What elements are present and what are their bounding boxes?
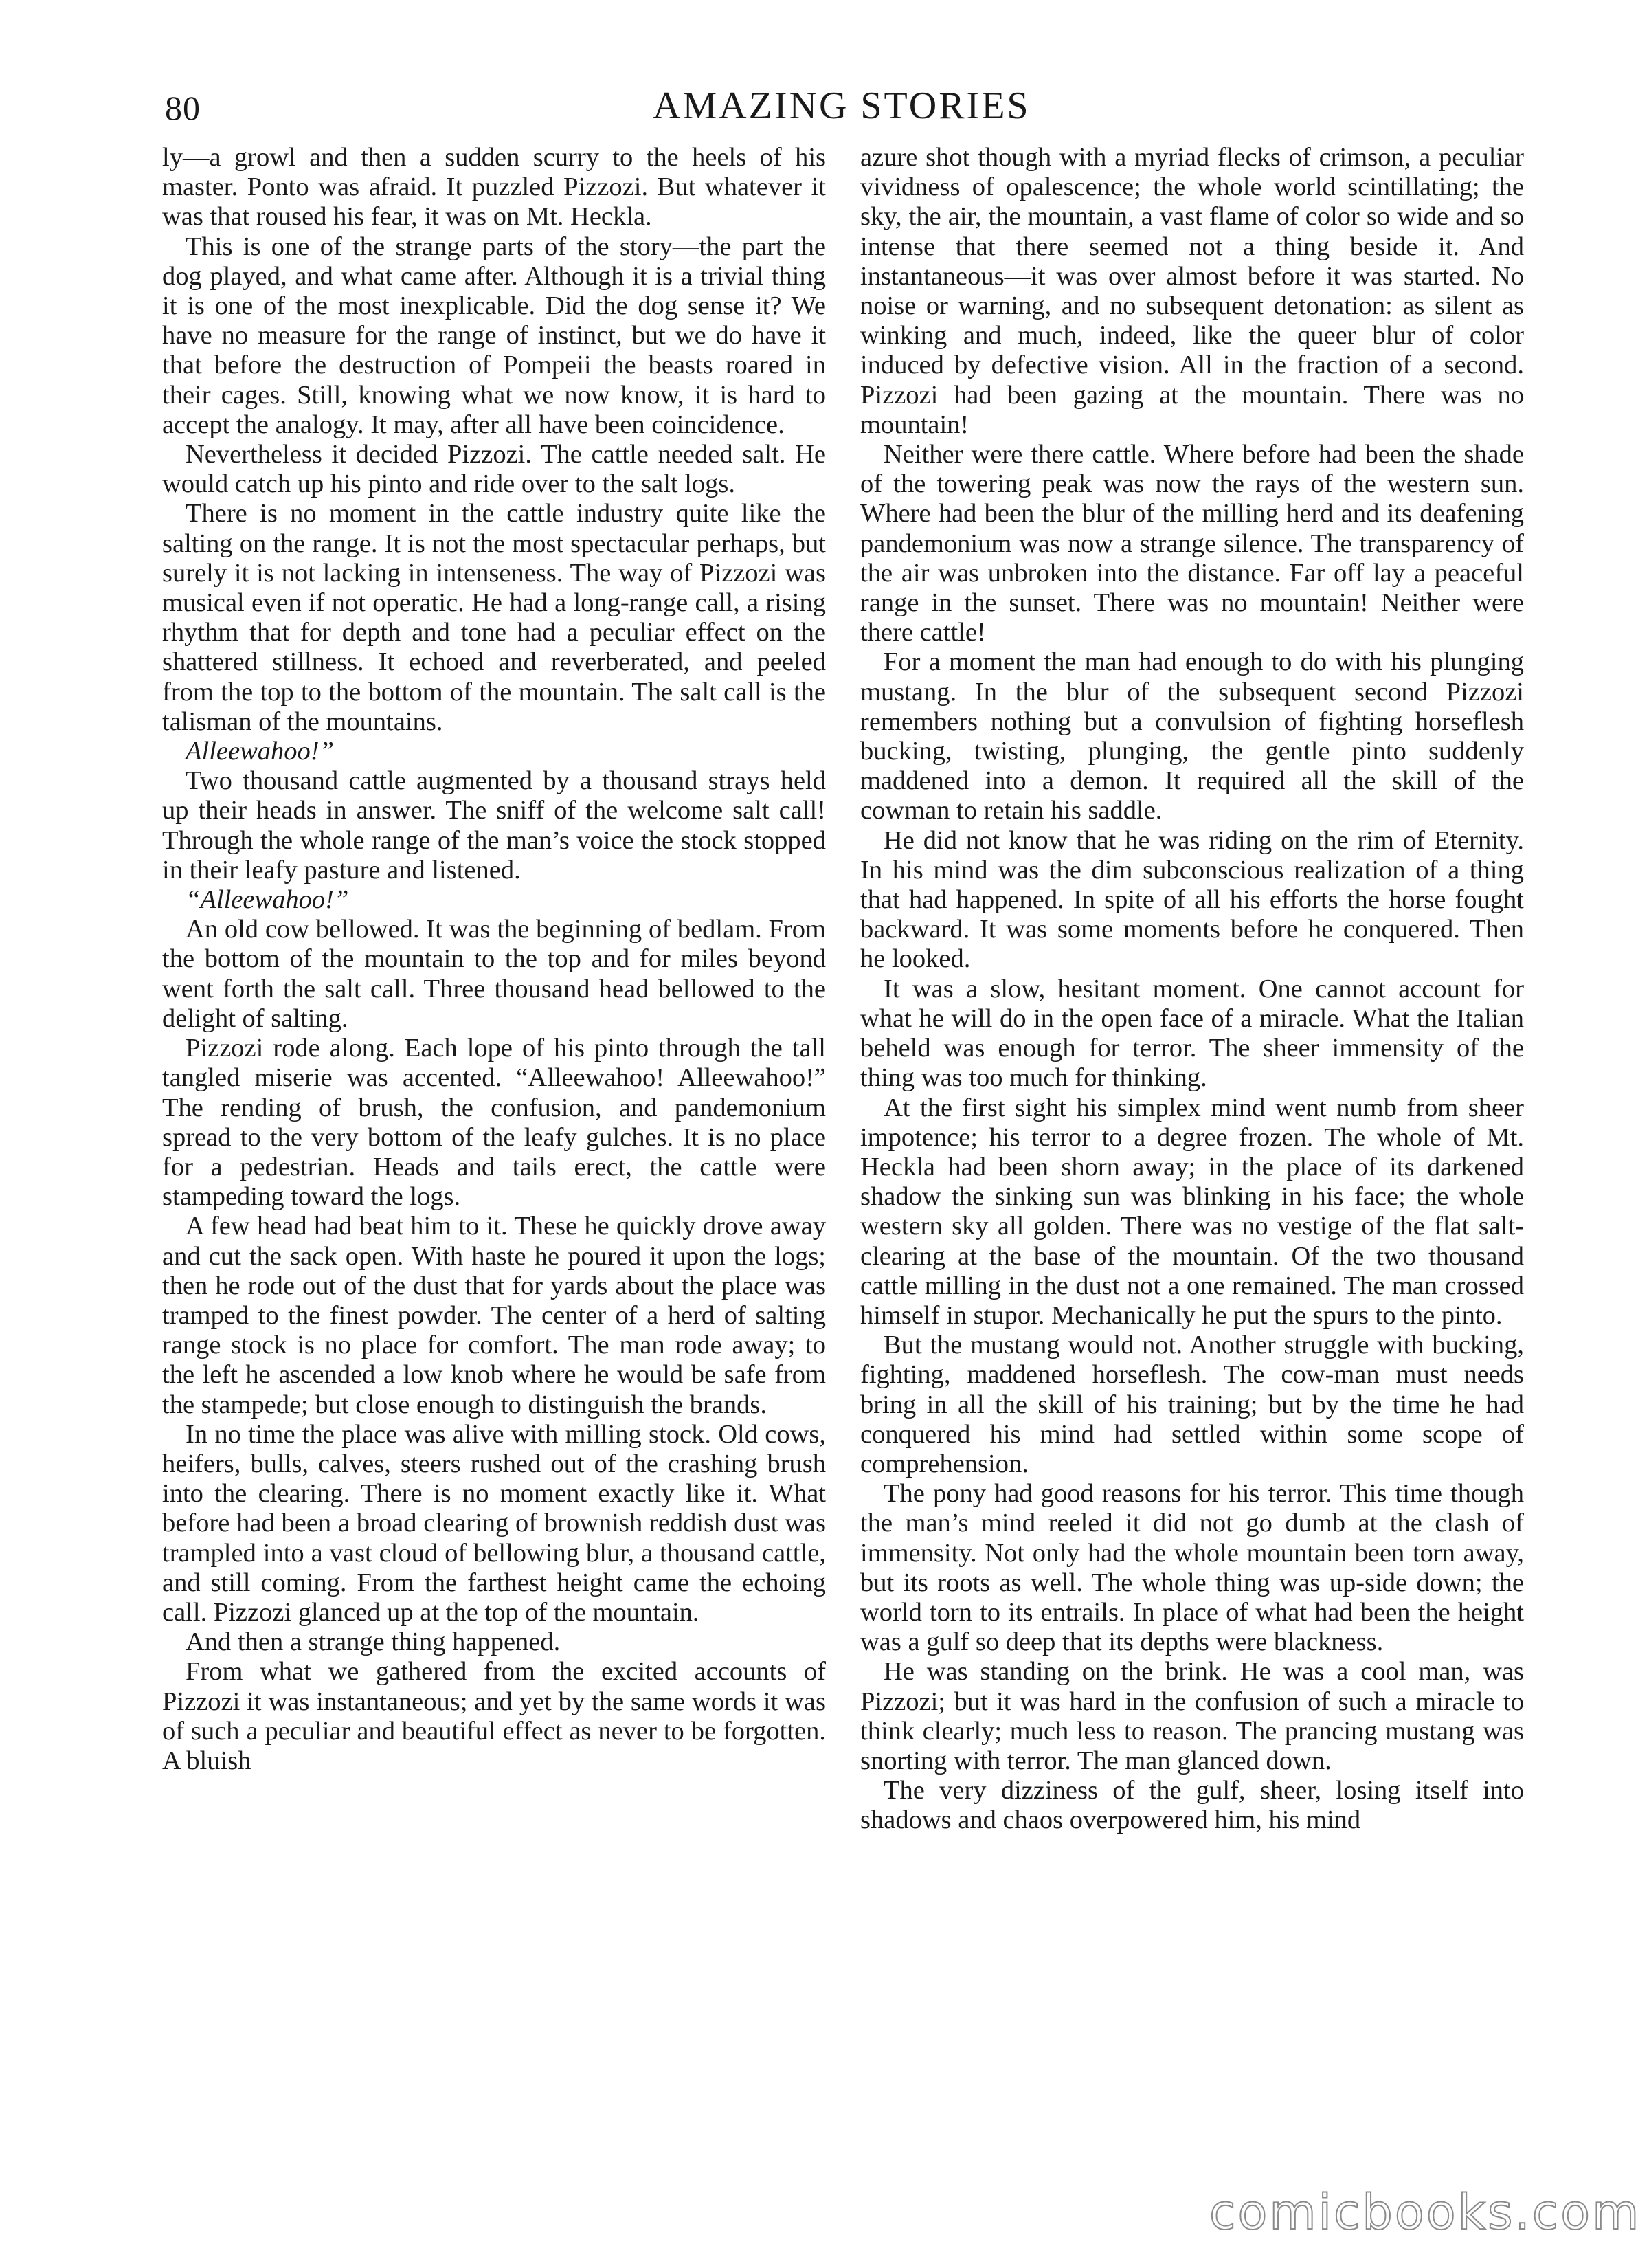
- paragraph: The very dizziness of the gulf, sheer, losing itself into shadows and chaos overpowered him, his mind: [860, 1776, 1524, 1835]
- paragraph: Neither were there cattle. Where before had been the shade of the towering peak was now the rays of the western sun. Where had been the blur of the milling herd and its deafening pandemonium was now a strange silence. The transparency of the air was unbroken into the distance. Far off lay a peaceful range in the sunset. There was no mountain! Neither were there cattle!: [860, 440, 1524, 647]
- paragraph: From what we gathered from the excited accounts of Pizzozi it was instantaneous; and yet by the same words it was of such a peculiar and beautiful effect as never to be forgotten. A bluish: [162, 1657, 826, 1775]
- paragraph: “Alleewahoo!”: [186, 885, 349, 915]
- paragraph: Two thousand cattle augmented by a thousand strays held up their heads in answer. The sniff of the welcome salt call! Through the whole range of the man’s voice the stock stopped in their leafy pasture and listened.: [162, 766, 826, 885]
- page-number: 80: [165, 89, 201, 127]
- paragraph: This is one of the strange parts of the story—the part the dog played, and what came after. Although it is a trivial thing it is one of the most inexplicable. Did the dog sense it? We have no measure for the range of instinct, but we do have it that before the destruction of Pompeii the beasts roared in their cages. Still, knowing what we now know, it is hard to accept the analogy. It may, after all have been coincidence.: [162, 232, 826, 439]
- paragraph: He did not know that he was riding on the rim of Eternity. In his mind was the dim subconscious realization of a thing that had happened. In spite of all his efforts the horse fought backward. It was some moments before he conquered. Then he looked.: [860, 825, 1524, 974]
- paragraph: But the mustang would not. Another struggle with bucking, fighting, maddened horseflesh. The cow-man must needs bring in all the skill of his training; but by the time he had conquered his mind had settled within some scope of comprehension.: [860, 1331, 1524, 1478]
- paragraph: Alleewahoo!”: [186, 737, 334, 766]
- paragraph: ly—a growl and then a sudden scurry to the heels of his master. Ponto was afraid. It puzzled Pizzozi. But whatever it was that roused his fear, it was on Mt. Heckla.: [162, 143, 826, 232]
- watermark: comicbooks.com: [1209, 2184, 1641, 2241]
- paragraph: There is no moment in the cattle industry quite like the salting on the range. It is not the most spectacular perhaps, but surely it is not lacking in intenseness. The way of Pizzozi was musical even if not operatic. He had a long-range call, a rising rhythm that for depth and tone had a peculiar effect on the shattered stillness. It echoed and reverberated, and peeled from the top to the bottom of the mountain. The salt call is the talisman of the mountains.: [162, 499, 826, 736]
- paragraph: The pony had good reasons for his terror. This time though the man’s mind reeled it did not go dumb at the clash of immensity. Not only had the whole mountain been torn away, but its roots as well. The whole thing was up-side down; the world torn to its entrails. In place of what had been the height was a gulf so deep that its depths were blackness.: [860, 1479, 1524, 1657]
- paragraph: An old cow bellowed. It was the beginning of bedlam. From the bottom of the mountain to the top and for miles beyond went forth the salt call. Three thousand head bellowed to the delight of salting.: [162, 915, 826, 1033]
- paragraph: At the first sight his simplex mind went numb from sheer impotence; his terror to a degree frozen. The whole of Mt. Heckla had been shorn away; in the place of its darkened shadow the sinking sun was blinking in his face; the whole western sky all golden. There was no vestige of the flat salt-clearing at the base of the mountain. Of the two thousand cattle milling in the dust not a one remained. The man crossed himself in stupor. Mechanically he put the spurs to the pinto.: [860, 1093, 1524, 1330]
- paragraph: Nevertheless it decided Pizzozi. The cattle needed salt. He would catch up his pinto and ride over to the salt logs.: [162, 440, 826, 499]
- paragraph: Pizzozi rode along. Each lope of his pinto through the tall tangled miserie was accented. “Alleewahoo! Alleewahoo!” The rending of brush, the confusion, and pandemonium spread to the very bottom of the leafy gulches. It is no place for a pedestrian. Heads and tails erect, the cattle were stampeding toward the logs.: [162, 1034, 826, 1212]
- right-column: [860, 143, 1524, 2153]
- paragraph: It was a slow, hesitant moment. One cannot account for what he will do in the open face of a miracle. What the Italian beheld was enough for terror. The sheer immensity of the thing was too much for thinking.: [860, 974, 1524, 1093]
- paragraph: In no time the place was alive with milling stock. Old cows, heifers, bulls, calves, steers rushed out of the crashing brush into the clearing. There is no moment exactly like it. What before had been a broad clearing of brownish reddish dust was trampled into a vast cloud of bellowing blur, a thousand cattle, and still coming. From the farthest height came the echoing call. Pizzozi glanced up at the top of the mountain.: [162, 1419, 826, 1627]
- paragraph: A few head had beat him to it. These he quickly drove away and cut the sack open. With haste he poured it upon the logs; then he rode out of the dust that for yards about the place was tramped to the finest powder. The center of a herd of salting range stock is no place for comfort. The man rode away; to the left he ascended a low knob where he would be safe from the stampede; but close enough to distinguish the brands.: [162, 1212, 826, 1419]
- left-column: [162, 143, 826, 2153]
- paragraph: And then a strange thing happened.: [186, 1627, 561, 1657]
- running-head: AMAZING STORIES: [653, 85, 1031, 127]
- paragraph: azure shot though with a myriad flecks of crimson, a peculiar vividness of opalescence; the whole world scintillating; the sky, the air, the mountain, a vast flame of color so wide and so intense that there seemed not a thing beside it. And instantaneous—it was over almost before it was started. No noise or warning, and no subsequent detonation: as silent as winking and much, indeed, like the queer blur of color induced by defective vision. All in the fraction of a second. Pizzozi had been gazing at the mountain. There was no mountain!: [860, 143, 1524, 439]
- paragraph: For a moment the man had enough to do with his plunging mustang. In the blur of the subsequent second Pizzozi remembers nothing but a convulsion of fighting horseflesh bucking, twisting, plunging, the gentle pinto suddenly maddened into a demon. It required all the skill of the cowman to retain his saddle.: [860, 647, 1524, 825]
- paragraph: He was standing on the brink. He was a cool man, was Pizzozi; but it was hard in the confusion of such a miracle to think clearly; much less to reason. The prancing mustang was snorting with terror. The man glanced down.: [860, 1657, 1524, 1775]
